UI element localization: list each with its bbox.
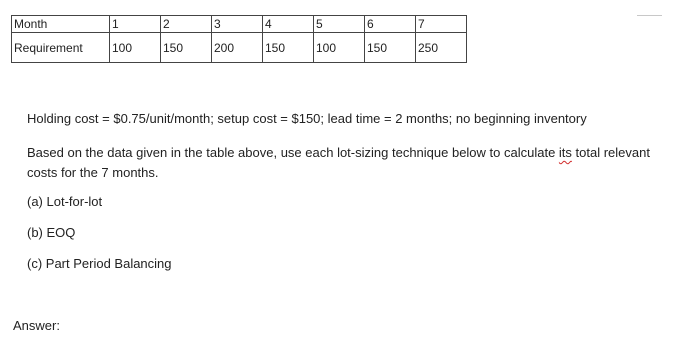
table-row-month [12,16,467,33]
table-cell: 6 [365,16,416,33]
table-row-requirement [12,33,467,63]
list-item-eoq: (b) EOQ [27,225,76,240]
list-item-lot-for-lot: (a) Lot-for-lot [27,194,103,209]
table-cell: 100 [314,33,365,63]
table-cell: 100 [110,33,161,63]
table-cell: 5 [314,16,365,33]
question-paragraph [27,143,667,183]
givens-paragraph: Holding cost = $0.75/unit/month; setup cost = $150; lead time = 2 months; no beginning inventory [27,111,587,126]
table-cell: 3 [212,16,263,33]
table-cell: 150 [365,33,416,63]
question-text-part1: Based on the data given in the table above, use each lot-sizing technique below to calculate [27,145,559,160]
table-cell: 200 [212,33,263,63]
corner-rule [637,15,662,16]
table-cell: 7 [416,16,467,33]
table-cell-month-label: Month [12,16,110,33]
spellcheck-flagged-word[interactable]: its [558,145,572,160]
table-cell: 150 [263,33,314,63]
table-cell: 1 [110,16,161,33]
table-cell-requirement-label: Requirement [12,33,110,63]
question-text-part2: total relevant costs for the 7 months. [27,145,650,180]
table-cell: 250 [416,33,467,63]
list-item-part-period-balancing: (c) Part Period Balancing [27,256,172,271]
table-cell: 2 [161,16,212,33]
answer-label: Answer: [13,318,60,333]
requirements-table [11,15,467,63]
table-cell: 150 [161,33,212,63]
table-cell: 4 [263,16,314,33]
